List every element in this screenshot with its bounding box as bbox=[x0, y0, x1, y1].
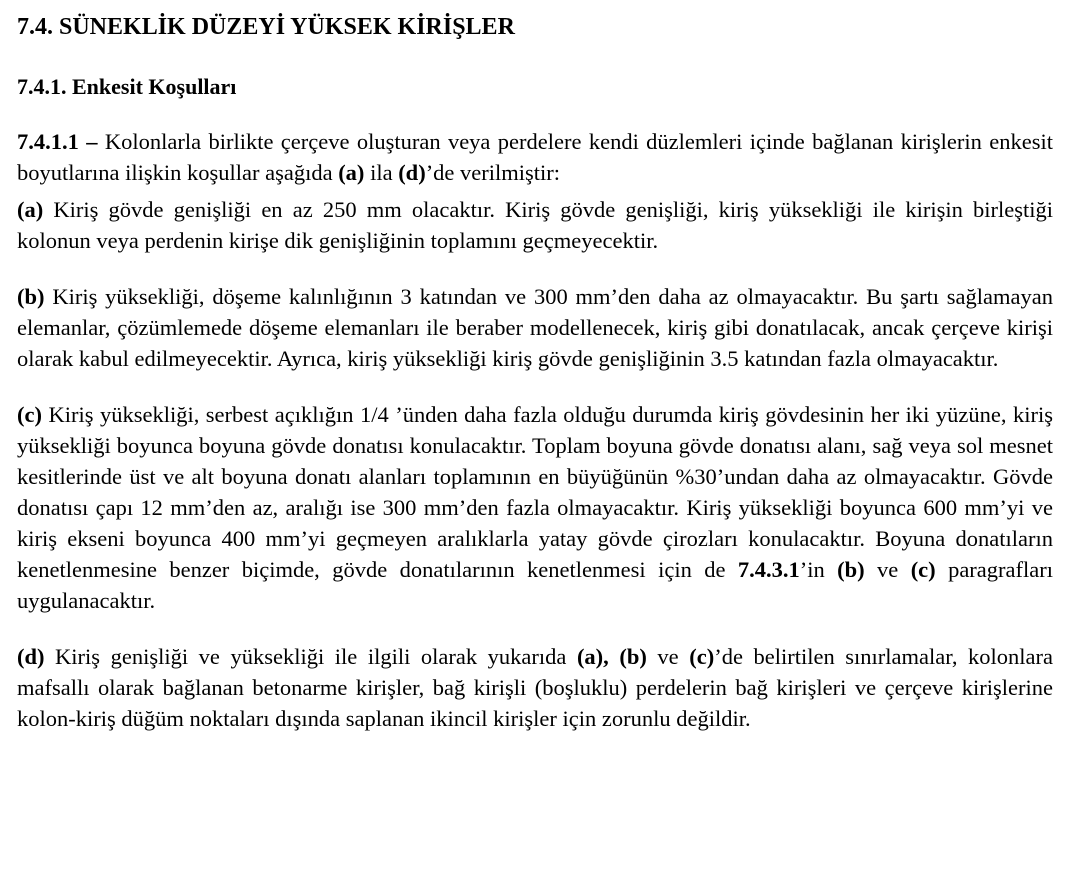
paragraph-item-b bbox=[17, 281, 1053, 374]
item-a-label: (a) bbox=[17, 197, 44, 222]
item-c-label: (c) bbox=[17, 402, 42, 427]
item-d-text-4: ’de belirtilen sınırlamalar, kolonlara mafsallı olarak bağlanan betonarme kirişler, bağ kirişli (boşluklu) perdelerin bağ kirişleri ve çerçeve kirişlerine kolon-kiriş düğüm noktaları dışında saplanan ikincil kirişler için zorunlu değildir. bbox=[17, 644, 1053, 731]
item-c-text-2: ’in bbox=[799, 557, 838, 582]
item-b-label: (b) bbox=[17, 284, 45, 309]
subsection-title: 7.4.1. Enkesit Koşulları bbox=[17, 74, 237, 99]
item-a-text: Kiriş gövde genişliği en az 250 mm olacaktır. Kiriş gövde genişliği, kiriş yüksekliği ile kirişin birleştiği kolonun veya perdenin kirişe dik genişliğinin toplamını geçmeyecektir. bbox=[17, 197, 1053, 253]
intro-text-1: Kolonlarla birlikte çerçeve oluşturan veya perdelere kendi düzlemleri içinde bağlanan kirişlerin enkesit boyutlarına ilişkin koşullar aşağıda bbox=[17, 129, 1054, 185]
item-d-text-2 bbox=[609, 644, 620, 669]
item-d-mark-a: (a), bbox=[576, 644, 609, 669]
item-c-ref: 7.4.3.1 bbox=[737, 557, 800, 582]
item-d-mark-c: (c) bbox=[689, 644, 715, 669]
item-d-text-3: ve bbox=[646, 644, 690, 669]
item-d-mark-b: (b) bbox=[619, 644, 647, 669]
paragraph-intro bbox=[17, 126, 1053, 188]
mark-a: (a) bbox=[338, 160, 365, 185]
paragraph-item-a bbox=[17, 194, 1053, 256]
item-c-mark-b: (b) bbox=[837, 557, 865, 582]
intro-text-3: ’de verilmiştir: bbox=[425, 160, 561, 185]
item-d-text-1: Kiriş genişliği ve yüksekliği ile ilgili olarak yukarıda bbox=[44, 644, 577, 669]
item-c-mark-c: (c) bbox=[910, 557, 936, 582]
item-c-text-4: paragrafları uygulanacaktır. bbox=[17, 557, 1053, 613]
intro-text-2: ila bbox=[364, 160, 399, 185]
paragraph-item-d bbox=[17, 641, 1053, 734]
item-c-text-3: ve bbox=[864, 557, 911, 582]
section-title: 7.4. SÜNEKLİK DÜZEYİ YÜKSEK KİRİŞLER bbox=[17, 14, 515, 40]
item-b-text: Kiriş yüksekliği, döşeme kalınlığının 3 katından ve 300 mm’den daha az olmayacaktır. Bu şartı sağlamayan elemanlar, çözümlemede döşeme elemanları ile beraber modellenecek, kiriş gibi donatılacak, ancak çerçeve kirişi olarak kabul edilmeyecektir. Ayrıca, kiriş yüksekliği kiriş gövde genişliğinin 3.5 katından fazla olmayacaktır. bbox=[17, 284, 1053, 371]
item-d-label: (d) bbox=[17, 644, 45, 669]
item-c-text-1: Kiriş yüksekliği, serbest açıklığın 1/4 ’ünden daha fazla olduğu durumda kiriş gövdesinin her iki yüzüne, kiriş yüksekliği boyunca boyuna gövde donatısı konulacaktır. Toplam boyuna gövde donatısı alanı, sağ veya sol mesnet kesitlerinde üst ve alt boyuna donatı alanları toplamının en büyüğünün %30’undan daha az olmayacaktır. Gövde donatısı çapı 12 mm’den az, aralığı ise 300 mm’den fazla olmayacaktır. Kiriş yüksekliği boyunca 600 mm’yi ve kiriş ekseni boyunca 400 mm’yi geçmeyen aralıklarla yatay gövde çirozları konulacaktır. Boyuna donatıların kenetlenmesine benzer biçimde, gövde donatılarının kenetlenmesi için de bbox=[17, 402, 1053, 582]
document-page bbox=[17, 10, 1053, 734]
clause-ref: 7.4.1.1 – bbox=[17, 129, 98, 154]
mark-d: (d) bbox=[398, 160, 426, 185]
paragraph-item-c bbox=[17, 399, 1053, 616]
